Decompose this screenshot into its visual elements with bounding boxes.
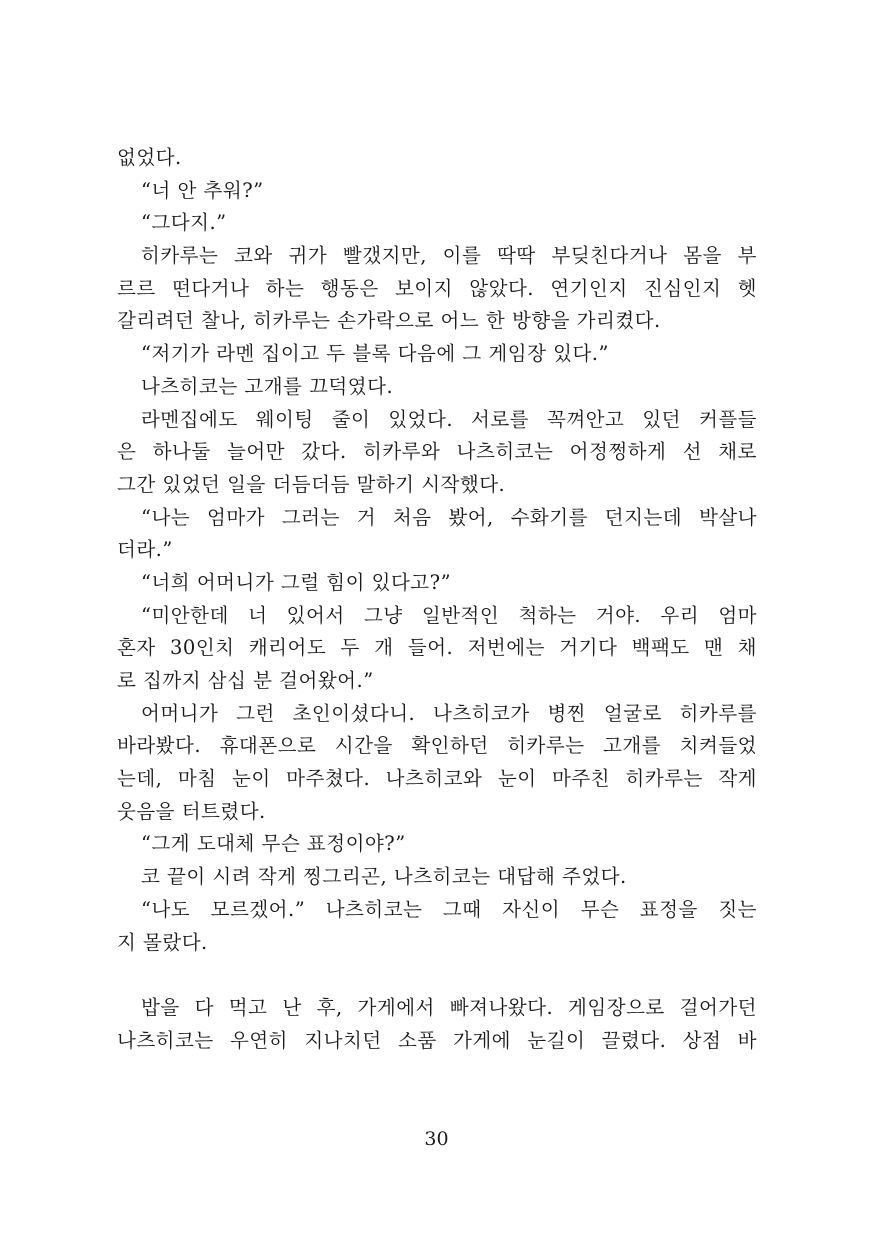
text-line: 르르 떤다거나 하는 행동은 보이지 않았다. 연기인지 진심인지 헷	[117, 276, 757, 300]
text-line: 라멘집에도 웨이팅 줄이 있었다. 서로를 꼭껴안고 있던 커플들	[141, 407, 757, 431]
text-line: 혼자 30인치 캐리어도 두 개 들어. 저번에는 거기다 백팩도 맨 채	[117, 636, 757, 660]
text-line: 나츠히코는 우연히 지나치던 소품 가게에 눈길이 끌렸다. 상점 바	[117, 1028, 757, 1052]
text-line: 은 하나둘 늘어만 갔다. 히카루와 나츠히코는 어정쩡하게 선 채로	[117, 440, 757, 464]
text-line: “미안한데 너 있어서 그냥 일반적인 척하는 거야. 우리 엄마	[141, 603, 757, 627]
text-line: “저기가 라멘 집이고 두 블록 다음에 그 게임장 있다.”	[141, 342, 609, 366]
text-line: 코 끝이 시려 작게 찡그리곤, 나츠히코는 대답해 주었다.	[141, 865, 627, 889]
text-line: 더라.”	[117, 538, 173, 562]
text-line: 바라봤다. 휴대폰으로 시간을 확인하던 히카루는 고개를 치켜들었	[117, 734, 757, 758]
text-line: 로 집까지 삼십 분 걸어왔어.”	[117, 669, 374, 692]
section-break	[117, 959, 757, 992]
text-line: “나는 엄마가 그러는 거 처음 봤어, 수화기를 던지는데 박살나	[141, 505, 757, 529]
text-line: “너희 어머니가 그럴 힘이 있다고?”	[141, 570, 452, 594]
text-line: “그게 도대체 무슨 표정이야?”	[141, 832, 406, 856]
text-line: 밥을 다 먹고 난 후, 가게에서 빠져나왔다. 게임장으로 걸어가던	[141, 995, 757, 1019]
text-line: 히카루는 코와 귀가 빨갰지만, 이를 딱딱 부딪친다거나 몸을 부	[141, 244, 757, 268]
text-line: 어머니가 그런 초인이셨다니. 나츠히코가 병찐 얼굴로 히카루를	[141, 701, 757, 725]
text-line: 갈리려던 찰나, 히카루는 손가락으로 어느 한 방향을 가리켰다.	[117, 309, 661, 333]
text-line: “나도 모르겠어.” 나츠히코는 그때 자신이 무슨 표정을 짓는	[141, 897, 757, 921]
text-line: 지 몰랐다.	[117, 930, 208, 954]
page-number: 30	[424, 1128, 449, 1150]
text-line: 없었다.	[117, 146, 182, 169]
text-line: “너 안 추워?”	[141, 178, 264, 202]
text-line: 나츠히코는 고개를 끄덕였다.	[141, 374, 394, 398]
text-line: 웃음을 터트렸다.	[117, 799, 266, 823]
text-line: 그간 있었던 일을 더듬더듬 말하기 시작했다.	[117, 472, 506, 496]
text-line: “그다지.”	[141, 211, 227, 235]
body-text	[117, 142, 757, 1057]
text-line: 는데, 마침 눈이 마주쳤다. 나츠히코와 눈이 마주친 히카루는 작게	[117, 767, 757, 791]
